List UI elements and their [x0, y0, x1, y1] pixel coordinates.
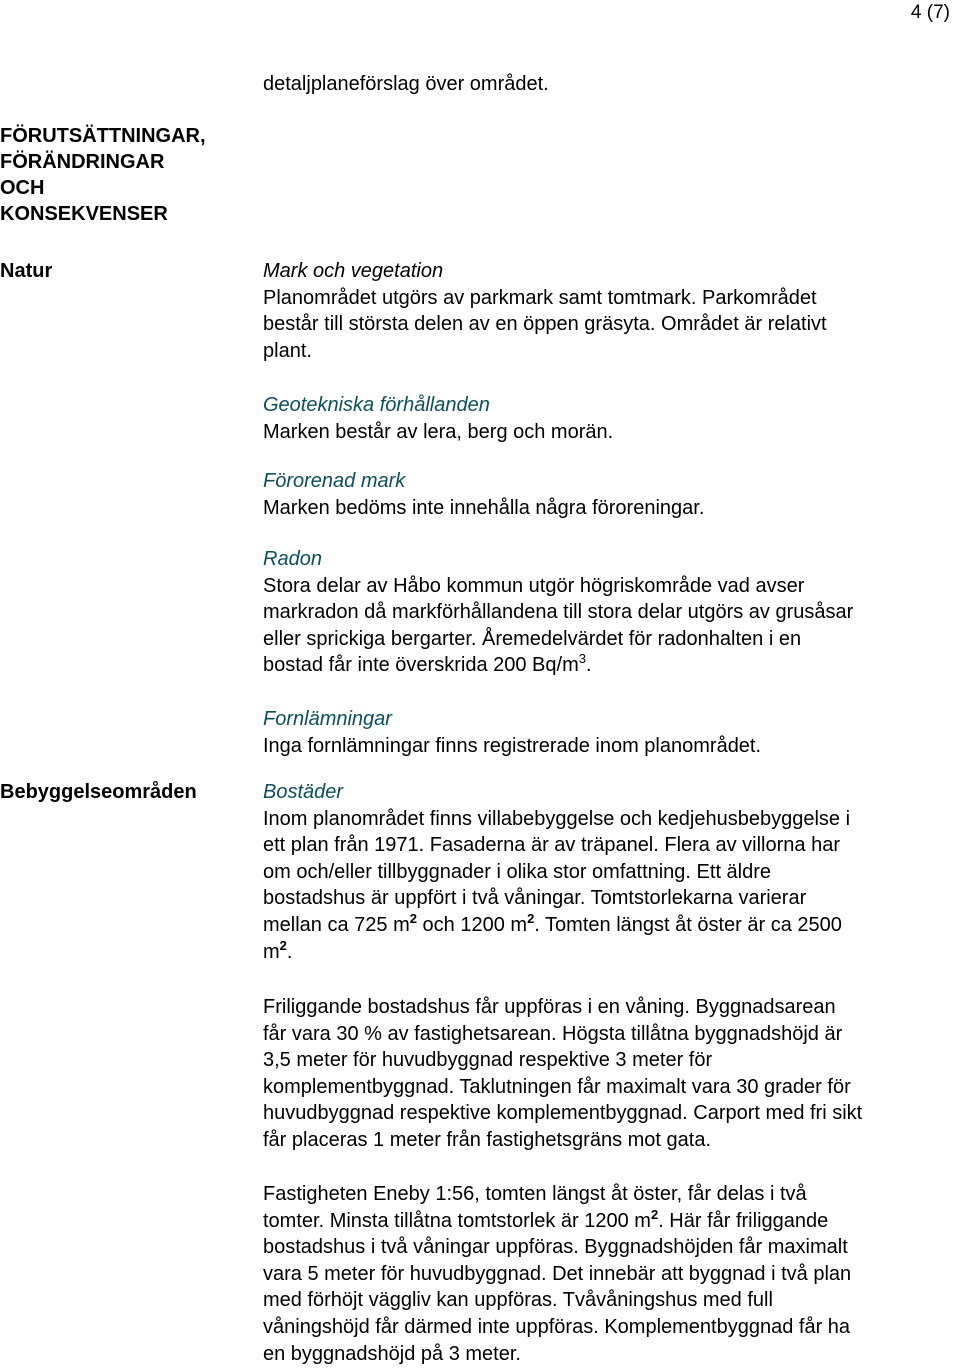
text-line: våningshöjd får därmed inte uppföras. Komplementbyggnad får ha [263, 1315, 851, 1338]
fororenad-mark-section [263, 468, 960, 521]
text-line: Marken består av lera, berg och morän. [263, 420, 614, 443]
text-line: eller sprickiga bergarter. Åremedelvärdet för radonhalten i en [263, 627, 802, 650]
text-line: bostadshus är uppfört i två våningar. Tomtstorlekarna varierar [263, 887, 807, 910]
text-line: Planområdet utgörs av parkmark samt tomtmark. Parkområdet [263, 286, 817, 309]
superscript: 2 [650, 1206, 659, 1222]
geotekniska-section [263, 392, 960, 445]
superscript: 2 [279, 937, 287, 953]
superscript: 2 [409, 910, 417, 926]
section-heading-natur: Natur [0, 260, 53, 282]
heading-line: FÖRÄNDRINGAR [0, 151, 165, 173]
text-line: består till största delen av en öppen gräsyta. Området är relativt [263, 313, 827, 336]
text-line: 3,5 meter för huvudbyggnad respektive 3 meter för [263, 1049, 713, 1072]
text-line: Friliggande bostadshus får uppföras i en våning. Byggnadsarean [263, 996, 836, 1018]
superscript: 2 [527, 910, 535, 926]
heading-line: KONSEKVENSER [0, 203, 168, 225]
text-run: . Här får friliggande [658, 1209, 829, 1232]
text-line: huvudbyggnad respektive komplementbyggnad. Carport med fri sikt [263, 1102, 863, 1125]
text-line: plant. [263, 339, 312, 362]
text-run: . Tomten längst åt öster är ca 2500 [534, 913, 842, 936]
heading-line: FÖRUTSÄTTNINGAR, [0, 125, 206, 147]
text-run: . [286, 940, 293, 963]
text-run: m [263, 940, 280, 963]
text-line: Stora delar av Håbo kommun utgör högriskområde vad avser [263, 574, 805, 597]
text-line: ett plan från 1971. Fasaderna är av träpanel. Flera av villorna har [263, 834, 840, 857]
heading-line: OCH [0, 177, 45, 199]
bostader-paragraph-3 [263, 1181, 960, 1367]
text-run: mellan ca 725 m [263, 913, 410, 936]
radon-section [263, 546, 960, 679]
text-line: Fastigheten Eneby 1:56, tomten längst åt öster, får delas i två [263, 1183, 807, 1205]
text-line: komplementbyggnad. Taklutningen får maximalt vara 30 grader för [263, 1075, 851, 1098]
intro-text: detaljplaneförslag över området. [263, 73, 549, 95]
subheading-fororenad: Förorenad mark [263, 470, 406, 492]
superscript: 3 [578, 651, 586, 667]
text-line [263, 652, 960, 679]
text-run: bostad får inte överskrida 200 Bq/m [263, 654, 579, 677]
text-line: med förhöjt väggliv kan uppföras. Tvåvåningshus med full [263, 1289, 773, 1312]
text-line: vara 5 meter för huvudbyggnad. Det innebär att byggnad i två plan [263, 1262, 852, 1285]
text-line [263, 912, 960, 939]
text-line [263, 1208, 960, 1235]
mark-och-vegetation-section [263, 258, 960, 364]
bostader-section [263, 779, 960, 965]
section-heading-bebyggelse: Bebyggelseområden [0, 781, 197, 803]
subheading-bostader: Bostäder [263, 781, 344, 803]
subheading-mark: Mark och vegetation [263, 260, 444, 282]
text-line: Inga fornlämningar finns registrerade inom planområdet. [263, 734, 762, 757]
text-run: och 1200 m [416, 913, 528, 936]
bostader-paragraph-2 [263, 994, 960, 1154]
text-line: bostadshus i två våningar uppföras. Byggnadshöjden får maximalt [263, 1236, 848, 1259]
subheading-fornlamningar: Fornlämningar [263, 708, 392, 730]
text-run: . [585, 654, 592, 677]
text-line: får vara 30 % av fastighetsarean. Högsta tillåtna byggnadshöjd är [263, 1022, 843, 1045]
text-line [263, 939, 960, 966]
intro-line [263, 71, 960, 98]
text-line: får placeras 1 meter från fastighetsgräns mot gata. [263, 1128, 711, 1151]
section-heading-forutsattningar [0, 123, 206, 227]
fornlamningar-section [263, 706, 960, 759]
text-line: markradon då markförhållandena till stora delar utgörs av grusåsar [263, 601, 854, 624]
text-line: Inom planområdet finns villabebyggelse och kedjehusbebyggelse i [263, 807, 851, 830]
text-line: om och/eller tillbyggnader i olika stor omfattning. Ett äldre [263, 860, 772, 883]
text-line: Marken bedöms inte innehålla några föroreningar. [263, 496, 705, 519]
text-line: en byggnadshöjd på 3 meter. [263, 1342, 521, 1365]
page-number: 4 (7) [910, 2, 950, 23]
subheading-geoteknik: Geotekniska förhållanden [263, 394, 490, 416]
subheading-radon: Radon [263, 548, 322, 570]
text-run: tomter. Minsta tillåtna tomtstorlek är 1200 m [263, 1209, 651, 1232]
